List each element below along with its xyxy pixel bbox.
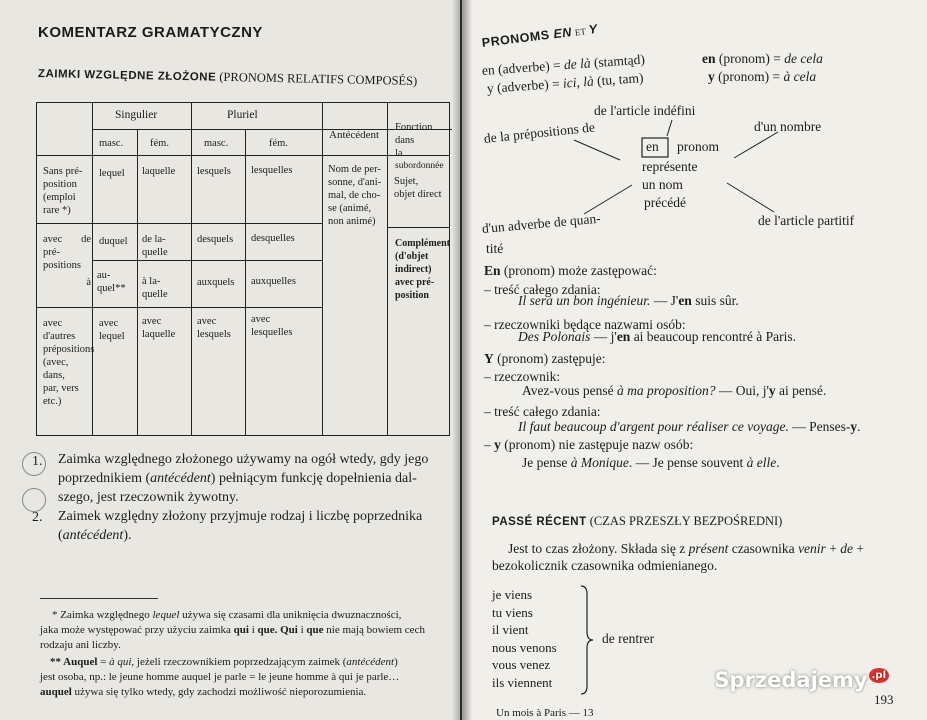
right-page	[462, 0, 927, 720]
header-fonction: Fonction dans la subordonnée	[395, 122, 444, 171]
page-number: 193	[874, 692, 894, 707]
running-footer: Un mois à Paris — 13	[496, 707, 594, 719]
conjugation-list	[492, 586, 557, 692]
cell-lesquels: lesquels	[197, 166, 231, 177]
cell-avec-lesquels: avec lesquels	[197, 316, 231, 340]
row-label-avec-prepositions: avec de pré- positions à	[43, 234, 91, 288]
watermark-logo: Sprzedajemy .pl	[714, 668, 889, 692]
footnote-2-line-2: jest osoba, np.: le jeune homme auquel je parle = le jeune homme à qui je parle…	[40, 671, 400, 683]
footnote-2-line-1: ** Auquel = à qui, jeżeli rzeczownikiem poprzedzającym zaimek (antécédent)	[50, 656, 398, 668]
header-masc-plur: masc.	[204, 138, 229, 149]
diagram-center-un-nom: un nom	[642, 177, 683, 192]
cell-lequel: lequel	[99, 168, 125, 179]
cell-desquelles: desquelles	[251, 233, 295, 244]
diagram-left-label: de la prépositions de	[483, 119, 596, 146]
en-item-2: – rzeczowniki będące nazwami osób:	[484, 317, 686, 332]
en-heading: En (pronom) może zastępować:	[484, 263, 657, 278]
row-label-sans-preposition: Sans pré- position (emploi rare *)	[43, 166, 83, 216]
diagram-bottom-right-label: de l'article partitif	[758, 213, 855, 228]
conjugation-row: il vient	[492, 622, 529, 638]
passe-recent-heading: PASSÉ RÉCENT (CZAS PRZESZŁY BEZPOŚREDNI)	[492, 514, 783, 528]
cell-fonction-sujet: Sujet, objet direct	[394, 176, 442, 200]
cell-avec-laquelle: avec laquelle	[142, 316, 176, 340]
cell-auxquelles: auxquelles	[251, 276, 296, 287]
header-singulier: Singulier	[115, 109, 158, 121]
y-item-1: – rzeczownik:	[484, 369, 561, 384]
left-page	[0, 0, 460, 720]
definition-y-adverbe: y (adverbe) = ici, là (tu, tam)	[486, 70, 644, 96]
conjugation-row: nous venons	[492, 639, 557, 655]
y-item-2: – treść całego zdania:	[484, 404, 601, 419]
cell-fonction-complement: Complément (d'objet indirect) avec pré- position	[395, 238, 450, 301]
cell-lesquelles: lesquelles	[251, 165, 293, 176]
definition-en-adverbe: en (adverbe) = de là (stamtąd)	[481, 51, 646, 78]
header-masc-sing: masc.	[99, 138, 124, 149]
diagram-center-represente: représente	[642, 159, 698, 174]
conjugation-infinitive: de rentrer	[602, 631, 655, 646]
header-fem-sing: fém.	[150, 138, 169, 149]
cell-duquel: duquel	[99, 236, 128, 247]
en-item-1-example: Il sera un bon ingénieur. — J'en suis sûr.	[518, 293, 739, 308]
en-item-2-example: Des Polonais — j'en ai beaucoup rencontré à Paris.	[518, 329, 796, 344]
diagram-top-label: de l'article indéfini	[594, 103, 696, 118]
y-heading: Y (pronom) zastępuje:	[484, 351, 606, 366]
definition-en-pronom: en (pronom) = de cela	[702, 51, 823, 66]
y-item-2-example: Il faut beaucoup d'argent pour réaliser ce voyage. — Penses-y.	[518, 419, 861, 434]
cell-auquel: au- quel**	[97, 270, 126, 294]
diagram-bottom-left-label-1: d'un adverbe de quan-	[481, 210, 602, 236]
cell-de-laquelle: de la- quelle	[142, 234, 168, 258]
pronoms-heading: PRONOMS EN et Y	[481, 21, 599, 50]
note-1-line-1: Zaimka względnego złożonego używamy na ogół wtedy, gdy jego	[58, 452, 429, 467]
conjugation-brace	[577, 584, 597, 696]
header-pluriel: Pluriel	[227, 109, 258, 121]
note-2-line-1: Zaimek względny złożony przyjmuje rodzaj i liczbę poprzednika	[58, 509, 423, 524]
passe-recent-text-2: bezokolicznik czasownika odmienianego.	[492, 558, 718, 573]
footnote-1-line-2: jaka może występować przy użyciu zaimka qui i que. Qui i que nie mają bowiem cech	[40, 624, 425, 636]
note-1-number: 1.	[32, 454, 43, 469]
note-1-line-2: poprzednikiem (antécédent) pełniącym funkcję dopełnienia dal-	[58, 471, 417, 486]
book-gutter-shadow	[452, 0, 472, 720]
cell-desquels: desquels	[197, 234, 234, 245]
diagram-center-pronom: pronom	[677, 139, 719, 154]
section-heading: KOMENTARZ GRAMATYCZNY	[38, 24, 263, 41]
cell-laquelle: laquelle	[142, 166, 176, 177]
diagram-center-precede: précédé	[644, 195, 686, 210]
conjugation-row: ils viennent	[492, 674, 553, 690]
header-antecedent: Antécédent	[329, 129, 380, 141]
cell-antecedent-description: Nom de per- sonne, d'ani- mal, de cho- se (animé, non animé)	[328, 164, 382, 227]
definition-y-pronom: y (pronom) = à cela	[708, 69, 817, 84]
table-heading: ZAIMKI WZGLĘDNE ZŁOŻONE (PRONOMS RELATIFS COMPOSÉS)	[37, 68, 418, 88]
diagram-bottom-left-label-2: tité	[486, 241, 504, 256]
y-item-3: – y (pronom) nie zastępuje nazw osób:	[484, 437, 694, 452]
footnote-2-line-3: auquel używa się tylko wtedy, gdy zachodzi możliwość nieporozumienia.	[40, 686, 367, 698]
footnote-rule	[40, 598, 158, 599]
diagram-en-box: en	[646, 139, 659, 154]
header-fem-plur: fém.	[269, 138, 288, 149]
relative-pronouns-table	[36, 102, 450, 436]
cell-auxquels: auxquels	[197, 277, 235, 288]
note-1-line-3: szego, jest rzeczownik żywotny.	[58, 490, 239, 505]
en-item-1: – treść całego zdania:	[484, 282, 601, 297]
row-label-autres-prepositions: avec d'autres prépositions (avec, dans, par, vers etc.)	[43, 318, 95, 407]
y-item-1-example: Avez-vous pensé à ma proposition? — Oui, j'y ai pensé.	[522, 383, 827, 398]
note-2-number: 2.	[32, 510, 43, 525]
y-item-3-example: Je pense à Monique. — Je pense souvent à elle.	[522, 455, 780, 470]
conjugation-row: tu viens	[492, 604, 533, 620]
footnote-1-line-1: * Zaimka względnego lequel używa się czasami dla uniknięcia dwuznaczności,	[52, 609, 402, 621]
diagram-right-label: d'un nombre	[754, 119, 822, 134]
passe-recent-text-1: Jest to czas złożony. Składa się z présent czasownika venir + de +	[508, 541, 864, 556]
cell-a-laquelle: à la- quelle	[142, 276, 168, 300]
conjugation-row: je viens	[492, 587, 533, 602]
footnote-1-line-3: rodzaju ani liczby.	[40, 639, 121, 651]
cell-avec-lesquelles: avec lesquelles	[251, 314, 293, 338]
cell-avec-lequel: avec lequel	[99, 318, 125, 342]
note-2-line-2: (antécédent).	[58, 528, 132, 543]
conjugation-row: vous venez	[492, 657, 551, 673]
